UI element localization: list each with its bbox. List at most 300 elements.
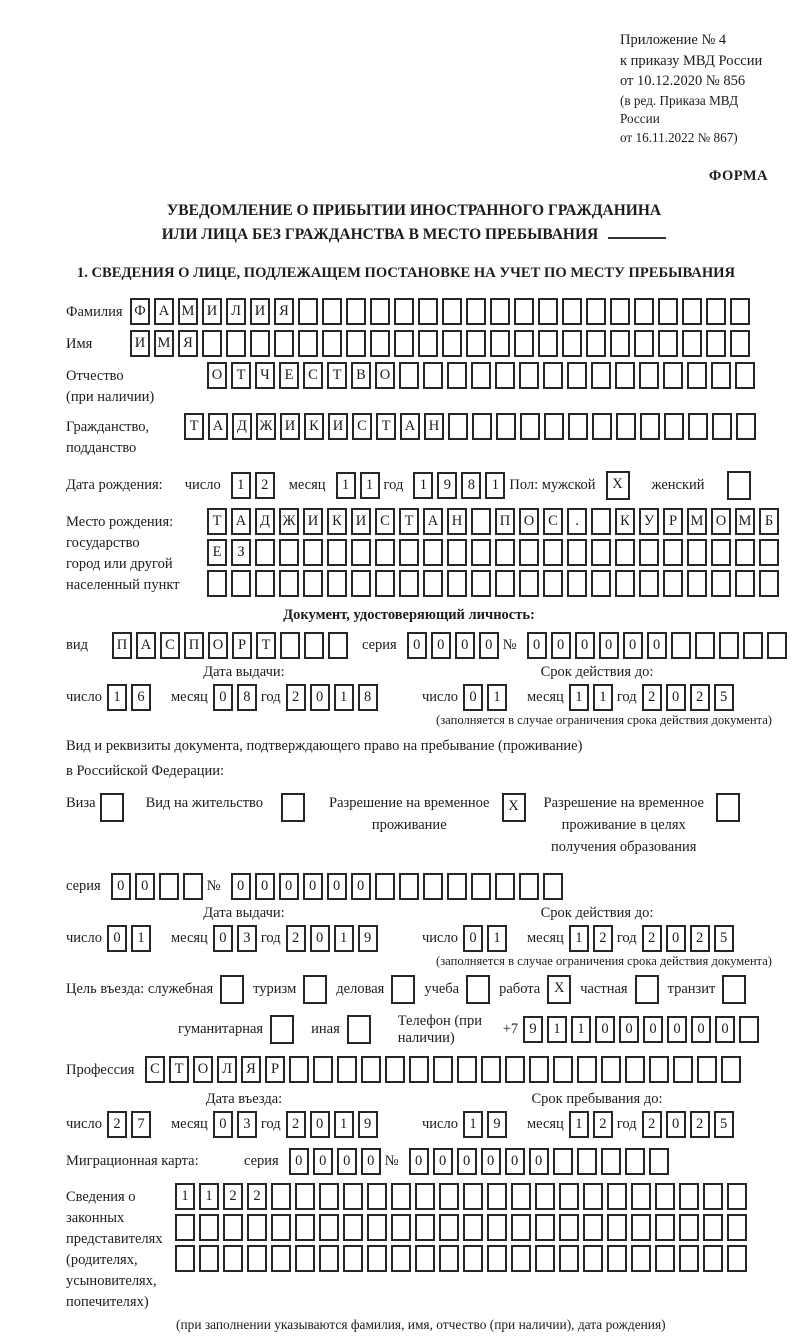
form-cell-filled: 0 bbox=[643, 1016, 663, 1043]
form-cell-empty bbox=[375, 873, 395, 900]
form-cell-empty bbox=[274, 330, 294, 357]
form-cell-filled: 1 bbox=[199, 1183, 219, 1210]
form-cell-empty bbox=[616, 413, 636, 440]
form-cell-empty bbox=[100, 793, 124, 822]
form-cell-empty bbox=[447, 539, 467, 566]
visa-checkbox bbox=[100, 793, 124, 822]
field-birthdate bbox=[66, 471, 772, 500]
form-cell-filled: Ж bbox=[279, 508, 299, 535]
residence-series-cells bbox=[111, 873, 207, 900]
form-cell-empty bbox=[625, 1148, 645, 1175]
form-cell-empty bbox=[298, 330, 318, 357]
form-cell-filled: 2 bbox=[642, 684, 662, 711]
form-cell-empty bbox=[601, 1148, 621, 1175]
form-cell-filled: Л bbox=[217, 1056, 237, 1083]
purpose-tourism: туризм bbox=[253, 975, 327, 1004]
form-cell-empty bbox=[511, 1214, 531, 1241]
form-cell-empty bbox=[736, 413, 756, 440]
form-cell-empty bbox=[495, 570, 515, 597]
form-cell-filled: 2 bbox=[690, 1111, 710, 1138]
month-label: месяц bbox=[170, 929, 208, 946]
stay-until-group bbox=[422, 1091, 772, 1138]
law-ref-amendment: от 16.11.2022 № 867) bbox=[620, 130, 738, 146]
law-ref-line: Приложение № 4 bbox=[620, 32, 727, 48]
form-cell-empty bbox=[255, 539, 275, 566]
form-cell-empty bbox=[538, 330, 558, 357]
temp-permit-checkbox bbox=[502, 793, 526, 822]
form-cell-empty bbox=[639, 570, 659, 597]
form-cell-empty bbox=[415, 1245, 435, 1272]
law-ref-line: к приказу МВД России bbox=[620, 52, 763, 69]
form-cell-filled: 2 bbox=[255, 472, 275, 499]
form-cell-empty bbox=[351, 539, 371, 566]
form-cell-empty bbox=[226, 330, 246, 357]
form-cell-filled: А bbox=[208, 413, 228, 440]
form-cell-empty bbox=[511, 1245, 531, 1272]
form-cell-empty bbox=[433, 1056, 453, 1083]
day-label: число bbox=[422, 689, 458, 706]
form-cell-filled: 2 bbox=[286, 925, 306, 952]
form-cell-filled: 3 bbox=[237, 925, 257, 952]
form-cell-empty bbox=[247, 1214, 267, 1241]
form-cell-empty bbox=[447, 873, 467, 900]
private-checkbox bbox=[635, 975, 659, 1004]
representatives-row-1 bbox=[175, 1183, 751, 1210]
form-cell-empty bbox=[495, 362, 515, 389]
form-cell-filled: Я bbox=[274, 298, 294, 325]
form-cell-filled: З bbox=[231, 539, 251, 566]
form-cell-filled: 0 bbox=[107, 925, 127, 952]
entry-date-heading: Дата въезда: bbox=[205, 1090, 283, 1107]
form-cell-empty bbox=[471, 570, 491, 597]
form-cell-empty bbox=[279, 539, 299, 566]
form-cell-empty bbox=[559, 1183, 579, 1210]
form-cell-empty bbox=[687, 539, 707, 566]
form-cell-filled: X bbox=[502, 793, 526, 822]
form-cell-filled: С bbox=[145, 1056, 165, 1083]
form-cell-filled: 1 bbox=[231, 472, 251, 499]
expiry-note: (заполняется в случае ограничения срока действия документа) bbox=[436, 713, 772, 728]
form-cell-filled: 0 bbox=[255, 873, 275, 900]
form-cell-filled: 1 bbox=[107, 684, 127, 711]
year-label: год bbox=[616, 1115, 637, 1132]
phone-prefix: +7 bbox=[502, 1021, 519, 1038]
form-cell-empty bbox=[664, 413, 684, 440]
form-cell-filled: 0 bbox=[231, 873, 251, 900]
form-cell-filled: 8 bbox=[461, 472, 481, 499]
field-migration-card bbox=[66, 1148, 772, 1175]
form-cell-empty bbox=[519, 539, 539, 566]
form-cell-empty bbox=[562, 330, 582, 357]
surname-cells bbox=[130, 298, 754, 325]
form-cell-empty bbox=[505, 1056, 525, 1083]
form-cell-empty bbox=[223, 1214, 243, 1241]
birthplace-label: Место рождения: государство город или другой населенный пункт bbox=[66, 514, 180, 594]
number-label: № bbox=[206, 877, 221, 894]
form-cell-empty bbox=[703, 1183, 723, 1210]
form-cell-empty bbox=[535, 1214, 555, 1241]
form-cell-empty bbox=[175, 1245, 195, 1272]
form-cell-filled: Е bbox=[279, 362, 299, 389]
form-cell-filled: 0 bbox=[666, 925, 686, 952]
form-cell-empty bbox=[471, 539, 491, 566]
form-cell-empty bbox=[639, 539, 659, 566]
form-cell-empty bbox=[295, 1245, 315, 1272]
form-cell-empty bbox=[313, 1056, 333, 1083]
form-cell-filled: 0 bbox=[527, 632, 547, 659]
edu-permit-checkbox bbox=[716, 793, 740, 822]
form-cell-empty bbox=[607, 1214, 627, 1241]
form-cell-empty bbox=[399, 539, 419, 566]
form-cell-empty bbox=[567, 570, 587, 597]
form-cell-empty bbox=[514, 330, 534, 357]
form-cell-empty bbox=[303, 975, 327, 1004]
form-cell-empty bbox=[496, 413, 516, 440]
option-temp-permit: Разрешение на временное проживание X bbox=[329, 793, 525, 837]
form-cell-empty bbox=[367, 1245, 387, 1272]
form-cell-empty bbox=[706, 298, 726, 325]
entry-year-cells bbox=[286, 1111, 382, 1138]
form-cell-empty bbox=[615, 362, 635, 389]
form-cell-empty bbox=[399, 570, 419, 597]
doc-type-cells bbox=[112, 632, 352, 659]
form-cell-empty bbox=[577, 1148, 597, 1175]
form-cell-filled: У bbox=[639, 508, 659, 535]
form-cell-filled: Н bbox=[447, 508, 467, 535]
form-cell-empty bbox=[487, 1245, 507, 1272]
form-cell-filled: 0 bbox=[715, 1016, 735, 1043]
form-cell-empty bbox=[391, 975, 415, 1004]
form-cell-filled: Я bbox=[178, 330, 198, 357]
form-cell-filled: 5 bbox=[714, 1111, 734, 1138]
option-residence-permit: Вид на жительство bbox=[146, 793, 305, 822]
residence-permit-options bbox=[66, 793, 772, 858]
form-cell-filled: X bbox=[547, 975, 571, 1004]
year-label: год bbox=[616, 689, 637, 706]
doc-number-label: № bbox=[502, 637, 517, 654]
representatives-row-3 bbox=[175, 1245, 751, 1272]
birthplace-cell-rows bbox=[207, 508, 783, 601]
issue-date-heading: Дата выдачи: bbox=[203, 664, 285, 681]
day-label: число bbox=[184, 477, 221, 494]
day-label: число bbox=[422, 1115, 458, 1132]
form-cell-empty bbox=[223, 1245, 243, 1272]
field-patronymic bbox=[66, 362, 772, 408]
option-visa: Виза bbox=[66, 793, 124, 822]
identity-expiry-group bbox=[422, 664, 772, 711]
form-cell-empty bbox=[607, 1245, 627, 1272]
form-cell-empty bbox=[567, 539, 587, 566]
page-title bbox=[56, 199, 772, 247]
form-cell-filled: 2 bbox=[593, 925, 613, 952]
sex-female-checkbox bbox=[727, 471, 751, 500]
form-cell-empty bbox=[346, 298, 366, 325]
birthdate-label: Дата рождения: bbox=[66, 477, 163, 494]
form-cell-filled: 1 bbox=[413, 472, 433, 499]
form-cell-filled: А bbox=[231, 508, 251, 535]
form-cell-filled: Т bbox=[231, 362, 251, 389]
expiry-year-cells bbox=[642, 925, 738, 952]
sex-male-checkbox bbox=[606, 471, 630, 500]
issue-year-cells bbox=[286, 925, 382, 952]
transit-checkbox bbox=[722, 975, 746, 1004]
form-cell-empty bbox=[610, 298, 630, 325]
form-cell-filled: 0 bbox=[455, 632, 475, 659]
form-cell-filled: Е bbox=[207, 539, 227, 566]
form-cell-empty bbox=[682, 298, 702, 325]
representatives-row-2 bbox=[175, 1214, 751, 1241]
residence-number-cells bbox=[231, 873, 567, 900]
expiry-month-cells bbox=[569, 925, 617, 952]
expiry-day-cells bbox=[463, 925, 511, 952]
form-cell-empty bbox=[442, 298, 462, 325]
form-cell-filled: 0 bbox=[481, 1148, 501, 1175]
form-cell-empty bbox=[655, 1183, 675, 1210]
expiry-day-cells bbox=[463, 684, 511, 711]
field-identity-doc bbox=[66, 632, 772, 659]
form-cell-empty bbox=[327, 570, 347, 597]
form-cell-empty bbox=[727, 471, 751, 500]
form-cell-empty bbox=[487, 1214, 507, 1241]
purpose-service: Цель въезда: служебная bbox=[66, 975, 244, 1004]
form-cell-empty bbox=[727, 1214, 747, 1241]
form-cell-empty bbox=[347, 1015, 371, 1044]
form-cell-filled: 1 bbox=[485, 472, 505, 499]
form-cell-empty bbox=[439, 1183, 459, 1210]
form-cell-empty bbox=[562, 298, 582, 325]
form-cell-empty bbox=[695, 632, 715, 659]
form-cell-filled: Т bbox=[376, 413, 396, 440]
purpose-other: иная bbox=[311, 1015, 371, 1044]
form-cell-empty bbox=[391, 1245, 411, 1272]
form-cell-filled: 0 bbox=[135, 873, 155, 900]
form-cell-empty bbox=[586, 330, 606, 357]
form-cell-empty bbox=[739, 1016, 759, 1043]
option-edu-permit: Разрешение на временное проживание в целях получения образования bbox=[544, 793, 740, 858]
form-cell-filled: С bbox=[375, 508, 395, 535]
form-cell-empty bbox=[711, 570, 731, 597]
form-cell-filled: 8 bbox=[358, 684, 378, 711]
form-cell-filled: 0 bbox=[361, 1148, 381, 1175]
form-cell-empty bbox=[716, 793, 740, 822]
doc-number-cells bbox=[527, 632, 791, 659]
form-cell-filled: 0 bbox=[667, 1016, 687, 1043]
patronymic-cells bbox=[207, 362, 759, 389]
form-cell-filled: 0 bbox=[619, 1016, 639, 1043]
form-cell-empty bbox=[592, 413, 612, 440]
form-cell-filled: 0 bbox=[310, 1111, 330, 1138]
form-cell-empty bbox=[663, 570, 683, 597]
form-cell-filled: 0 bbox=[463, 925, 483, 952]
birthdate-year-cells bbox=[413, 472, 509, 499]
form-cell-filled: И bbox=[202, 298, 222, 325]
form-cell-empty bbox=[719, 632, 739, 659]
entry-month-cells bbox=[213, 1111, 261, 1138]
expiry-month-cells bbox=[569, 684, 617, 711]
form-cell-empty bbox=[466, 975, 490, 1004]
form-cell-filled: Б bbox=[759, 508, 779, 535]
form-cell-empty bbox=[591, 539, 611, 566]
form-cell-filled: О bbox=[711, 508, 731, 535]
form-cell-filled: Р bbox=[232, 632, 252, 659]
form-cell-empty bbox=[423, 539, 443, 566]
section-1-heading: 1. СВЕДЕНИЯ О ЛИЦЕ, ПОДЛЕЖАЩЕМ ПОСТАНОВКЕ НА УЧЕТ ПО МЕСТУ ПРЕБЫВАНИЯ bbox=[76, 264, 736, 281]
citizenship-label: Гражданство, подданство bbox=[66, 419, 150, 457]
form-cell-empty bbox=[328, 632, 348, 659]
form-cell-empty bbox=[343, 1183, 363, 1210]
surname-label: Фамилия bbox=[66, 303, 123, 320]
form-cell-empty bbox=[759, 570, 779, 597]
work-checkbox bbox=[547, 975, 571, 1004]
form-cell-filled: Р bbox=[663, 508, 683, 535]
issue-date-heading: Дата выдачи: bbox=[203, 904, 285, 921]
form-cell-filled: О bbox=[208, 632, 228, 659]
form-cell-empty bbox=[295, 1214, 315, 1241]
form-cell-filled: И bbox=[250, 298, 270, 325]
form-cell-empty bbox=[543, 873, 563, 900]
form-cell-filled: 9 bbox=[358, 925, 378, 952]
form-cell-empty bbox=[495, 873, 515, 900]
number-label: № bbox=[384, 1152, 399, 1169]
form-cell-empty bbox=[730, 330, 750, 357]
form-cell-filled: С bbox=[160, 632, 180, 659]
form-cell-empty bbox=[535, 1245, 555, 1272]
firstname-label: Имя bbox=[66, 335, 93, 352]
form-cell-filled: 0 bbox=[327, 873, 347, 900]
form-cell-filled: 1 bbox=[487, 925, 507, 952]
form-cell-empty bbox=[671, 632, 691, 659]
form-cell-empty bbox=[519, 362, 539, 389]
form-cell-empty bbox=[529, 1056, 549, 1083]
year-label: год bbox=[616, 929, 637, 946]
form-cell-filled: Н bbox=[424, 413, 444, 440]
form-cell-filled: П bbox=[184, 632, 204, 659]
service-checkbox bbox=[220, 975, 244, 1004]
purpose-humanitarian: гуманитарная bbox=[178, 1015, 294, 1044]
residence-doc-text: Вид и реквизиты документа, подтверждающего право на пребывание (проживание) в Российской Федерации: bbox=[66, 738, 583, 779]
form-cell-empty bbox=[418, 298, 438, 325]
purpose-study: учеба bbox=[424, 975, 490, 1004]
field-citizenship bbox=[66, 413, 772, 459]
form-cell-filled: 2 bbox=[286, 684, 306, 711]
form-cell-filled: 1 bbox=[334, 925, 354, 952]
form-cell-empty bbox=[490, 298, 510, 325]
form-cell-empty bbox=[466, 330, 486, 357]
form-cell-empty bbox=[472, 413, 492, 440]
form-cell-filled: 0 bbox=[457, 1148, 477, 1175]
form-cell-empty bbox=[327, 539, 347, 566]
month-label: месяц bbox=[288, 477, 326, 494]
form-cell-filled: 2 bbox=[247, 1183, 267, 1210]
form-cell-filled: 9 bbox=[437, 472, 457, 499]
field-birthplace bbox=[66, 508, 772, 601]
form-cell-filled: 0 bbox=[303, 873, 323, 900]
form-cell-filled: 2 bbox=[642, 1111, 662, 1138]
form-cell-filled: 2 bbox=[642, 925, 662, 952]
form-cell-filled: 2 bbox=[107, 1111, 127, 1138]
form-cell-filled: 1 bbox=[360, 472, 380, 499]
form-cell-filled: И bbox=[303, 508, 323, 535]
form-cell-empty bbox=[767, 632, 787, 659]
entry-stay-dates bbox=[66, 1091, 772, 1138]
entry-date-group bbox=[66, 1091, 422, 1138]
form-cell-filled: И bbox=[130, 330, 150, 357]
day-label: число bbox=[66, 689, 102, 706]
form-cell-filled: 0 bbox=[310, 684, 330, 711]
form-cell-empty bbox=[703, 1214, 723, 1241]
month-label: месяц bbox=[170, 689, 208, 706]
other-checkbox bbox=[347, 1015, 371, 1044]
form-cell-empty bbox=[711, 539, 731, 566]
residence-permit-checkbox bbox=[281, 793, 305, 822]
year-label: год bbox=[260, 689, 281, 706]
form-cell-filled: 0 bbox=[279, 873, 299, 900]
form-cell-empty bbox=[399, 873, 419, 900]
form-cell-filled: 1 bbox=[336, 472, 356, 499]
form-cell-filled: Т bbox=[184, 413, 204, 440]
form-cell-empty bbox=[631, 1214, 651, 1241]
stay-month-cells bbox=[569, 1111, 617, 1138]
issue-day-cells bbox=[107, 684, 155, 711]
form-cell-filled: М bbox=[735, 508, 755, 535]
form-cell-filled: 0 bbox=[575, 632, 595, 659]
form-cell-filled: И bbox=[351, 508, 371, 535]
expiry-note: (заполняется в случае ограничения срока действия документа) bbox=[436, 953, 772, 968]
form-cell-filled: Т bbox=[256, 632, 276, 659]
purpose-transit: транзит bbox=[668, 975, 747, 1004]
form-label: ФОРМА bbox=[708, 167, 768, 184]
purpose-business: деловая bbox=[336, 975, 415, 1004]
form-cell-empty bbox=[635, 975, 659, 1004]
migration-card-label: Миграционная карта: bbox=[66, 1152, 199, 1169]
form-cell-empty bbox=[640, 413, 660, 440]
form-cell-empty bbox=[679, 1183, 699, 1210]
form-cell-filled: 2 bbox=[593, 1111, 613, 1138]
form-cell-empty bbox=[679, 1214, 699, 1241]
form-cell-empty bbox=[655, 1245, 675, 1272]
form-cell-filled: 0 bbox=[433, 1148, 453, 1175]
form-cell-empty bbox=[673, 1056, 693, 1083]
title-line-1: УВЕДОМЛЕНИЕ О ПРИБЫТИИ ИНОСТРАННОГО ГРАЖДАНИНА bbox=[166, 201, 662, 219]
form-cell-empty bbox=[463, 1245, 483, 1272]
form-cell-empty bbox=[601, 1056, 621, 1083]
issue-year-cells bbox=[286, 684, 382, 711]
form-cell-empty bbox=[730, 298, 750, 325]
form-cell-empty bbox=[519, 570, 539, 597]
form-cell-filled: 1 bbox=[571, 1016, 591, 1043]
form-cell-empty bbox=[319, 1214, 339, 1241]
field-representatives bbox=[66, 1183, 772, 1313]
phone-cells bbox=[523, 1016, 763, 1043]
form-cell-filled: 0 bbox=[463, 684, 483, 711]
form-cell-empty bbox=[409, 1056, 429, 1083]
form-cell-empty bbox=[490, 330, 510, 357]
form-cell-empty bbox=[271, 1214, 291, 1241]
form-cell-empty bbox=[687, 362, 707, 389]
form-cell-empty bbox=[303, 539, 323, 566]
form-cell-filled: М bbox=[178, 298, 198, 325]
form-cell-filled: О bbox=[207, 362, 227, 389]
form-cell-empty bbox=[615, 539, 635, 566]
form-cell-filled: 0 bbox=[337, 1148, 357, 1175]
form-cell-filled: И bbox=[280, 413, 300, 440]
series-label: серия bbox=[66, 877, 101, 894]
form-cell-empty bbox=[514, 298, 534, 325]
month-label: месяц bbox=[170, 1115, 208, 1132]
patronymic-label: Отчество (при наличии) bbox=[66, 367, 155, 405]
form-cell-empty bbox=[418, 330, 438, 357]
form-cell-filled: Д bbox=[255, 508, 275, 535]
